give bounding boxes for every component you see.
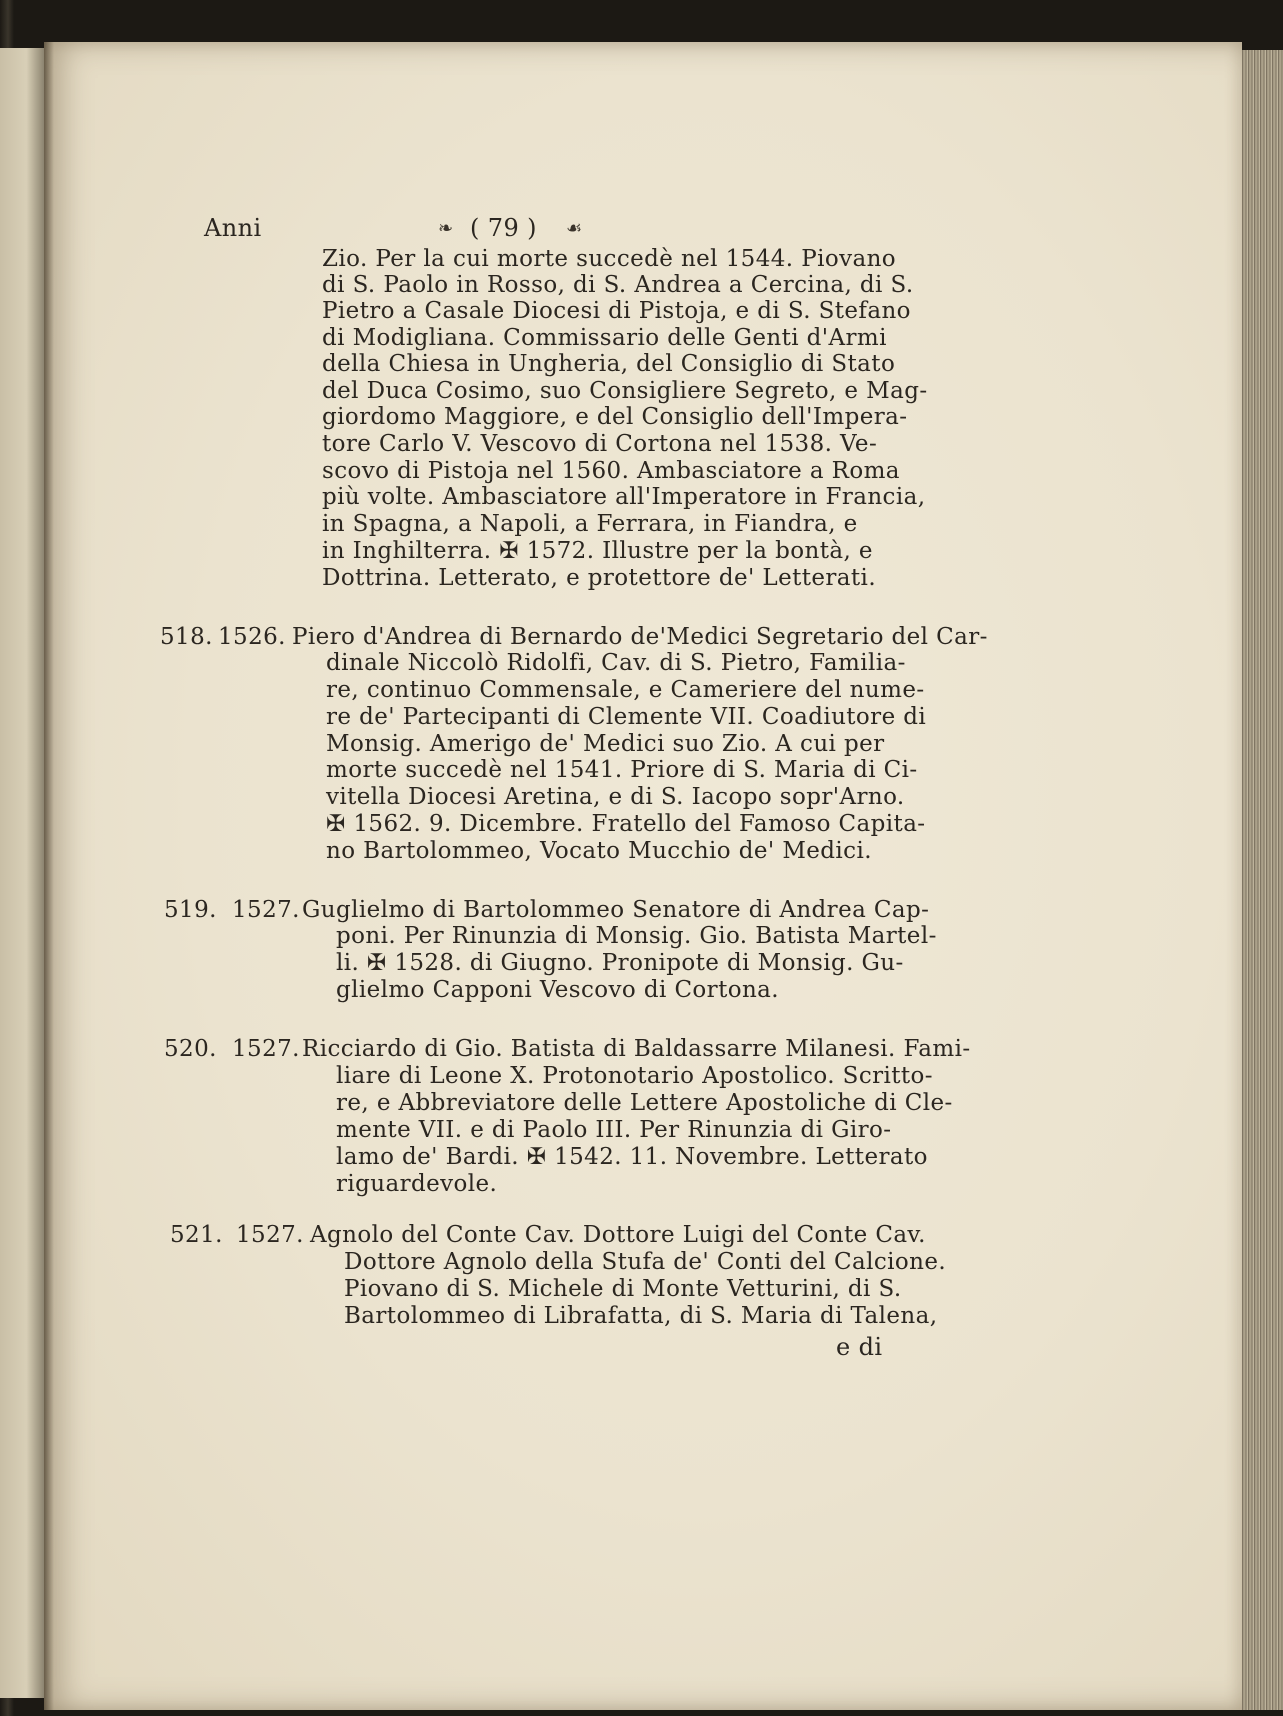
entry-year: 1527. bbox=[232, 1036, 300, 1062]
facing-page-edge bbox=[0, 48, 44, 1698]
entry-first-line: Agnolo del Conte Cav. Dottore Luigi del Conte Cav. bbox=[310, 1222, 926, 1248]
text-line: dinale Niccolò Ridolfi, Cav. di S. Pietro, Familia- bbox=[326, 650, 906, 676]
text-line: più volte. Ambasciatore all'Imperatore in Francia, bbox=[322, 484, 926, 510]
entry-first-line: Guglielmo di Bartolommeo Senatore di Andrea Cap- bbox=[302, 897, 930, 923]
entry-first-line: Piero d'Andrea di Bernardo de'Medici Segretario del Car- bbox=[292, 624, 988, 650]
binding-gutter bbox=[44, 42, 54, 1710]
entry-number: 518. bbox=[160, 624, 213, 650]
text-line: no Bartolommeo, Vocato Mucchio de' Medici. bbox=[326, 838, 872, 864]
text-line: re, continuo Commensale, e Cameriere del nume- bbox=[326, 677, 925, 703]
text-line: Dottrina. Letterato, e protettore de' Letterati. bbox=[322, 565, 877, 591]
entry-number: 520. bbox=[164, 1036, 217, 1062]
text-line: in Inghilterra. ✠ 1572. Illustre per la bontà, e bbox=[322, 538, 873, 564]
text-line: lamo de' Bardi. ✠ 1542. 11. Novembre. Letterato bbox=[336, 1144, 928, 1170]
text-line: ✠ 1562. 9. Dicembre. Fratello del Famoso Capita- bbox=[326, 811, 926, 837]
entry-year: 1527. bbox=[232, 897, 300, 923]
text-line: Pietro a Casale Diocesi di Pistoja, e di S. Stefano bbox=[322, 298, 911, 324]
text-line: tore Carlo V. Vescovo di Cortona nel 1538. Ve- bbox=[322, 431, 878, 457]
text-line: Piovano di S. Michele di Monte Vetturini, di S. bbox=[344, 1276, 902, 1302]
entry-number: 521. bbox=[170, 1222, 223, 1248]
text-line: morte succedè nel 1541. Priore di S. Maria di Ci- bbox=[326, 757, 918, 783]
text-line: del Duca Cosimo, suo Consigliere Segreto, e Mag- bbox=[322, 378, 928, 404]
ornament-right-icon: ☙ bbox=[566, 218, 583, 239]
text-line: glielmo Capponi Vescovo di Cortona. bbox=[336, 977, 780, 1003]
text-line: vitella Diocesi Aretina, e di S. Iacopo sopr'Arno. bbox=[326, 784, 905, 810]
text-line: mente VII. e di Paolo III. Per Rinunzia di Giro- bbox=[336, 1117, 892, 1143]
page-block-edges bbox=[1242, 50, 1283, 1710]
text-line: in Spagna, a Napoli, a Ferrara, in Fiandra, e bbox=[322, 511, 858, 537]
text-line: Bartolommeo di Librafatta, di S. Maria di Talena, bbox=[344, 1303, 938, 1329]
text-line: Dottore Agnolo della Stufa de' Conti del Calcione. bbox=[344, 1249, 947, 1275]
text-line: li. ✠ 1528. di Giugno. Pronipote di Monsig. Gu- bbox=[336, 950, 904, 976]
entry-first-line: Ricciardo di Gio. Batista di Baldassarre Milanesi. Fami- bbox=[302, 1036, 971, 1062]
entry-year: 1526. bbox=[218, 624, 286, 650]
running-head: Anni bbox=[204, 214, 262, 242]
text-line: Monsig. Amerigo de' Medici suo Zio. A cui per bbox=[326, 731, 885, 757]
text-line: della Chiesa in Ungheria, del Consiglio di Stato bbox=[322, 351, 896, 377]
text-line: liare di Leone X. Protonotario Apostolico. Scritto- bbox=[336, 1063, 933, 1089]
text-line: Zio. Per la cui morte succedè nel 1544. Piovano bbox=[322, 246, 897, 272]
text-line: riguardevole. bbox=[336, 1171, 498, 1197]
page-number-value: 79 bbox=[487, 214, 520, 242]
ornament-left-icon: ❧ bbox=[438, 218, 454, 239]
text-line: re de' Partecipanti di Clemente VII. Coadiutore di bbox=[326, 704, 927, 730]
text-line: di Modigliana. Commissario delle Genti d'Armi bbox=[322, 325, 887, 351]
text-line: giordomo Maggiore, e del Consiglio dell'Impera- bbox=[322, 404, 908, 430]
catchword: e di bbox=[836, 1333, 883, 1361]
text-line: di S. Paolo in Rosso, di S. Andrea a Cercina, di S. bbox=[322, 272, 914, 298]
entry-year: 1527. bbox=[236, 1222, 304, 1248]
text-line: poni. Per Rinunzia di Monsig. Gio. Batista Martel- bbox=[336, 923, 937, 949]
text-line: re, e Abbreviatore delle Lettere Apostoliche di Cle- bbox=[336, 1090, 953, 1116]
page-number: ( 79 ) bbox=[470, 214, 537, 242]
text-line: scovo di Pistoja nel 1560. Ambasciatore a Roma bbox=[322, 458, 900, 484]
entry-number: 519. bbox=[164, 897, 217, 923]
